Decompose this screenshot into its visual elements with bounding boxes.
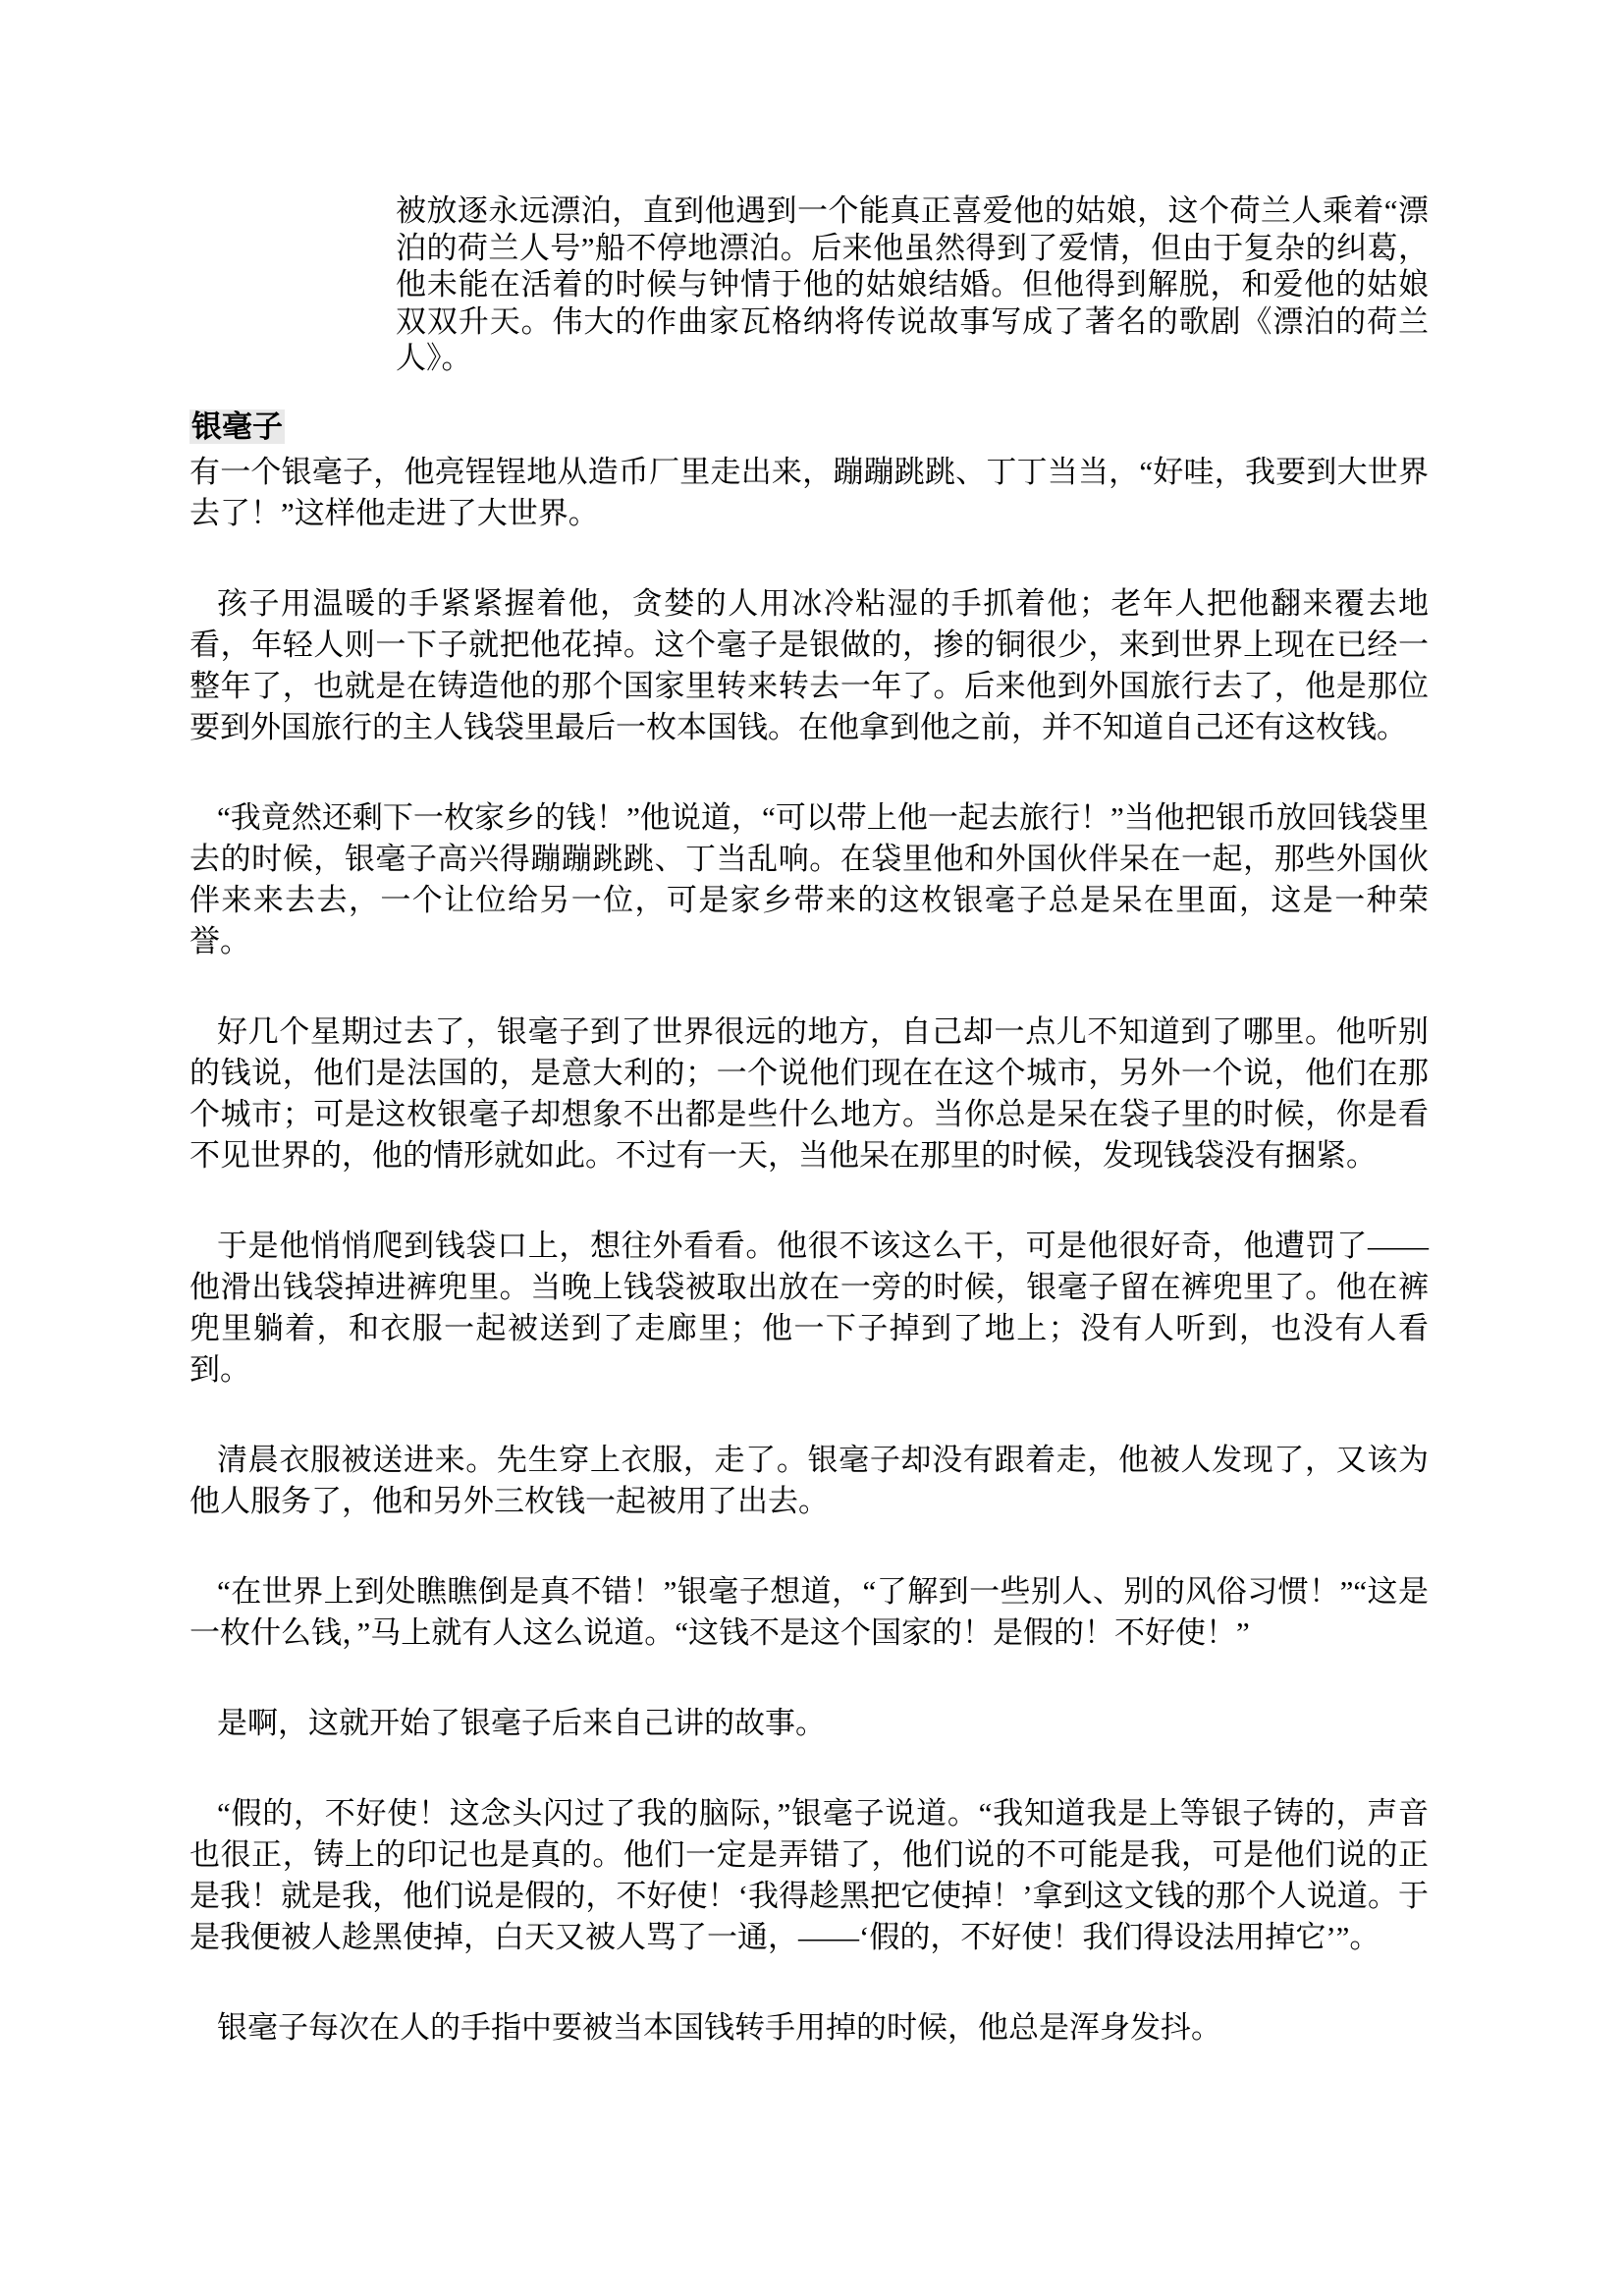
story-paragraph: 清晨衣服被送进来。先生穿上衣服，走了。银毫子却没有跟着走，他被人发现了，又该为他人服务了，他和另外三枚钱一起被用了出去。	[189, 1442, 1429, 1518]
intro-indented-block: 被放逐永远漂泊，直到他遇到一个能真正喜爱他的姑娘，这个荷兰人乘着“漂泊的荷兰人号”船不停地漂泊。后来他虽然得到了爱情，但由于复杂的纠葛，他未能在活着的时候与钟情于他的姑娘结婚。但他得到解脱，和爱他的姑娘双双升天。伟大的作曲家瓦格纳将传说故事写成了著名的歌剧《漂泊的荷兰人》。	[396, 193, 1429, 375]
story-paragraph: 于是他悄悄爬到钱袋口上，想往外看看。他很不该这么干，可是他很好奇，他遭罚了——他滑出钱袋掉进裤兜里。当晚上钱袋被取出放在一旁的时候，银毫子留在裤兜里了。他在裤兜里躺着，和衣服一起被送到了走廊里；他一下子掉到了地上；没有人听到，也没有人看到。	[189, 1228, 1429, 1387]
story-paragraph: 银毫子每次在人的手指中要被当本国钱转手用掉的时候，他总是浑身发抖。	[217, 2009, 1221, 2045]
story-paragraph: “在世界上到处瞧瞧倒是真不错！”银毫子想道，“了解到一些别人、别的风俗习惯！”“这是一枚什么钱，”马上就有人这么说道。“这钱不是这个国家的！是假的！不好使！”	[189, 1573, 1429, 1650]
story-paragraph: “我竟然还剩下一枚家乡的钱！”他说道，“可以带上他一起去旅行！”当他把银币放回钱袋里去的时候，银毫子高兴得蹦蹦跳跳、丁当乱响。在袋里他和外国伙伴呆在一起，那些外国伙伴来来去去，一个让位给另一位，可是家乡带来的这枚银毫子总是呆在里面，这是一种荣誉。	[189, 799, 1429, 958]
story-paragraph: 好几个星期过去了，银毫子到了世界很远的地方，自己却一点儿不知道到了哪里。他听别的钱说，他们是法国的，是意大利的；一个说他们现在在这个城市，另外一个说，他们在那个城市；可是这枚银毫子却想象不出都是些什么地方。当你总是呆在袋子里的时候，你是看不见世界的，他的情形就如此。不过有一天，当他呆在那里的时候，发现钱袋没有捆紧。	[189, 1013, 1429, 1173]
story-paragraph: “假的，不好使！这念头闪过了我的脑际，”银毫子说道。“我知道我是上等银子铸的，声音也很正，铸上的印记也是真的。他们一定是弄错了，他们说的不可能是我，可是他们说的正是我！就是我，他们说是假的，不好使！‘我得趁黑把它使掉！’拿到这文钱的那个人说道。于是我便被人趁黑使掉，白天又被人骂了一通，——‘假的，不好使！我们得设法用掉它’”。	[189, 1795, 1429, 1954]
story-paragraph: 有一个银毫子，他亮锃锃地从造币厂里走出来，蹦蹦跳跳、丁丁当当，“好哇，我要到大世界去了！”这样他走进了大世界。	[189, 454, 1429, 530]
story-paragraph: 是啊，这就开始了银毫子后来自己讲的故事。	[217, 1705, 826, 1740]
story-heading	[189, 407, 1429, 448]
story-heading-text: 银毫子	[191, 409, 283, 444]
story-paragraph: 孩子用温暖的手紧紧握着他，贪婪的人用冰冷粘湿的手抓着他；老年人把他翻来覆去地看，年轻人则一下子就把他花掉。这个毫子是银做的，掺的铜很少，来到世界上现在已经一整年了，也就是在铸造他的那个国家里转来转去一年了。后来他到外国旅行去了，他是那位要到外国旅行的主人钱袋里最后一枚本国钱。在他拿到他之前，并不知道自己还有这枚钱。	[189, 585, 1429, 744]
